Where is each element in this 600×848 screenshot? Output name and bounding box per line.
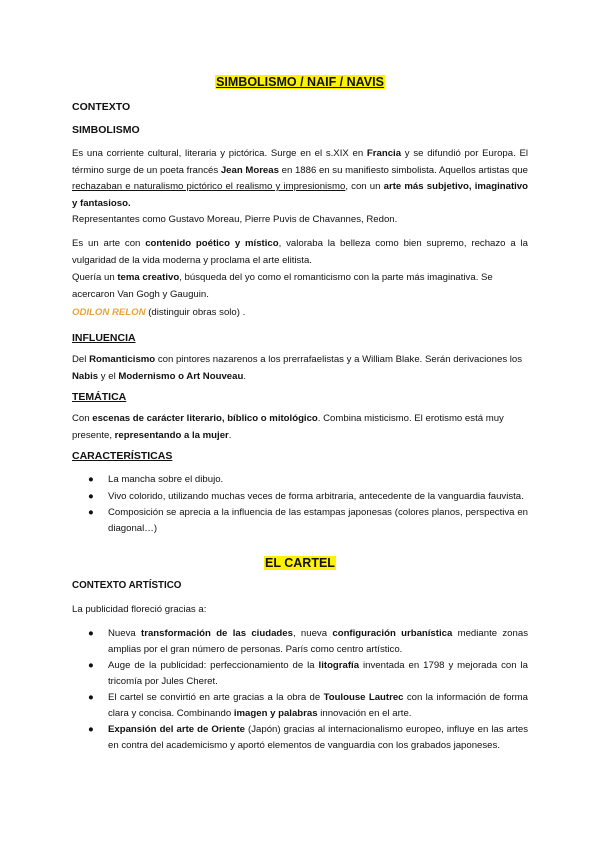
list-item: ● Vivo colorido, utilizando muchas veces de forma arbitraria, antecedente de la vanguardia fauvista. [72, 489, 528, 505]
odilon-highlight: ODILON RELON [72, 307, 146, 318]
page-title [0, 75, 600, 89]
heading-influencia: INFLUENCIA [72, 332, 136, 344]
paragraph-odilon: ODILON RELON (distinguir obras solo) . [72, 307, 246, 318]
heading-el-cartel [0, 556, 600, 570]
heading-simbolismo: SIMBOLISMO [72, 124, 140, 136]
list-item: ● Composición se aprecia a la influencia de las estampas japonesas (colores planos, perspectiva en diagonal…) [88, 507, 528, 534]
heading-contexto: CONTEXTO [72, 101, 131, 113]
list-item: ● El cartel se convirtió en arte gracias a la obra de Toulouse Lautrec con la información de forma clara y concisa. Combinando imagen y palabras innovación en el arte. [88, 692, 528, 719]
list-item: ● Expansión del arte de Oriente (Japón) gracias al internacionalismo europeo, influye en las artes en contra del academicismo y aportó elementos de vanguardia con los grabados japoneses. [88, 724, 528, 751]
paragraph-tema-creativo: Quería un tema creativo, búsqueda del yo como el romanticismo con la parte más imaginativa. Se acercaron Van Gogh y Gauguin. [72, 272, 493, 300]
heading-tematica: TEMÁTICA [72, 391, 127, 403]
bullet-icon: ● [88, 507, 94, 518]
heading-contexto-artistico: CONTEXTO ARTÍSTICO [72, 580, 182, 591]
paragraph-simbolismo-intro: Es una corriente cultural, literaria y pictórica. Surge en el s.XIX en Francia y se difundió por Europa. El término surge de un poeta francés Jean Moreas en 1886 en su manifiesto simbolista. Aquellos artistas que rechazaban e naturalismo pictórico el realismo y impresionismo, con un arte más subjetivo, imaginativo y fantasioso. [72, 148, 529, 209]
paragraph-representantes: Representantes como Gustavo Moreau, Pierre Puvis de Chavannes, Redon. [72, 214, 398, 225]
bullet-icon: ● [88, 724, 94, 735]
heading-caracteristicas: CARACTERÍSTICAS [72, 450, 173, 462]
paragraph-contenido: Es un arte con contenido poético y místico, valoraba la belleza como bien supremo, rechazo a la vulgaridad de la vida moderna y proclama el arte elitista. [72, 238, 528, 266]
bullet-icon: ● [88, 474, 94, 485]
list-caracteristicas [72, 472, 528, 537]
title-highlight: SIMBOLISMO / NAIF / NAVIS [216, 75, 384, 89]
bullet-icon: ● [88, 628, 94, 639]
list-item: ● Auge de la publicidad: perfeccionamiento de la litografía inventada en 1798 y mejorada con la tricomía por Jules Cheret. [88, 660, 528, 687]
list-item: ● Nueva transformación de las ciudades, nueva configuración urbanística mediante zonas amplias por el gran número de personas. París como centro artístico. [88, 628, 528, 655]
list-cartel [72, 626, 528, 754]
bullet-icon: ● [88, 490, 94, 502]
bullet-icon: ● [88, 692, 94, 703]
paragraph-tematica: Con escenas de carácter literario, bíblico o mitológico. Combina misticismo. El erotismo está muy presente, representando a la mujer. [72, 413, 504, 441]
bullet-icon: ● [88, 660, 94, 671]
list-item: ● La mancha sobre el dibujo. [72, 472, 528, 488]
cartel-highlight: EL CARTEL [265, 556, 335, 570]
paragraph-influencia: Del Romanticismo con pintores nazarenos a los prerrafaelistas y a William Blake. Serán derivaciones los Nabis y el Modernismo o Art Nouveau. [72, 354, 523, 382]
paragraph-publicidad: La publicidad floreció gracias a: [72, 604, 207, 615]
